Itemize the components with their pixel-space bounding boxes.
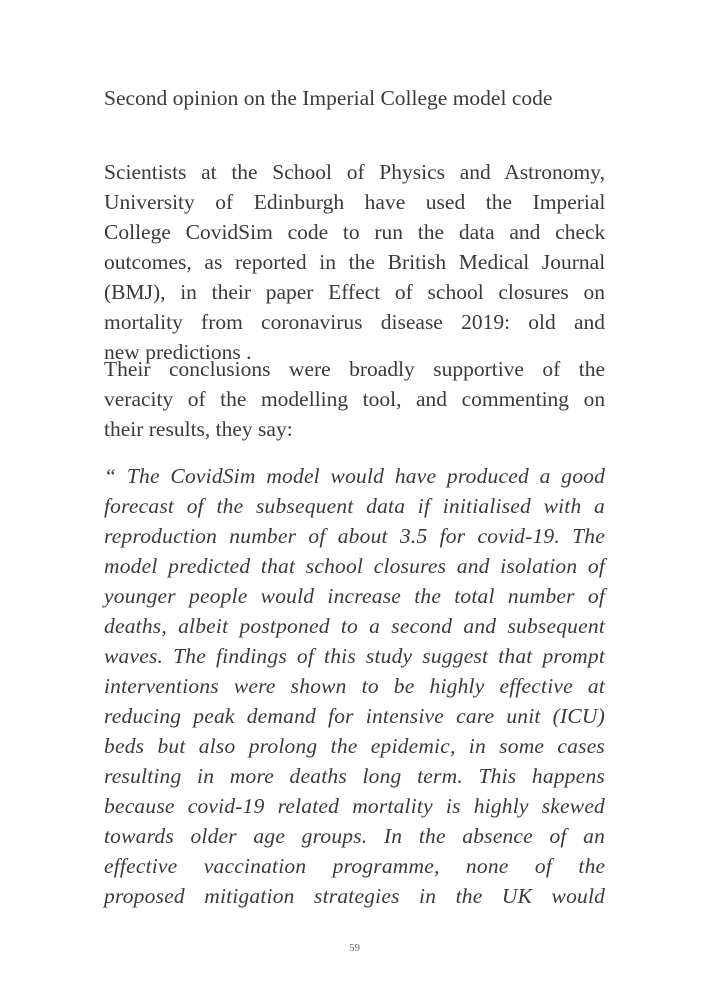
quote-line: resulting in more deaths long term. This happens bbox=[104, 764, 605, 788]
quote-line: waves. The findings of this study suggest that prompt bbox=[104, 644, 605, 668]
quote-line: “ The CovidSim model would have produced a good bbox=[104, 464, 606, 488]
text-line: Their conclusions were broadly supportive of the bbox=[104, 357, 605, 381]
page-number: 59 bbox=[349, 942, 360, 954]
quote-line: beds but also prolong the epidemic, in some cases bbox=[104, 734, 605, 758]
text-line: University of Edinburgh have used the Imperial bbox=[104, 190, 606, 214]
quote-line: younger people would increase the total number of bbox=[104, 584, 605, 608]
quote-line: forecast of the subsequent data if initialised with a bbox=[104, 494, 605, 518]
paragraph-conclusions bbox=[104, 354, 605, 444]
section-heading: Second opinion on the Imperial College model code bbox=[104, 86, 553, 110]
quote-line: proposed mitigation strategies in the UK would bbox=[104, 884, 606, 908]
quote-line: interventions were shown to be highly effective at bbox=[104, 674, 605, 698]
quote-line: because covid-19 related mortality is highly skewed bbox=[104, 794, 606, 818]
block-quote bbox=[104, 461, 605, 911]
text-line: College CovidSim code to run the data and check bbox=[104, 220, 606, 244]
quote-line: towards older age groups. In the absence of an bbox=[104, 824, 606, 848]
quote-line: deaths, albeit postponed to a second and subsequent bbox=[104, 614, 605, 638]
quote-line: reducing peak demand for intensive care unit (ICU) bbox=[104, 704, 605, 728]
text-line: veracity of the modelling tool, and commenting on bbox=[104, 387, 606, 411]
quote-line: model predicted that school closures and isolation of bbox=[104, 554, 605, 578]
text-line: Scientists at the School of Physics and Astronomy, bbox=[104, 160, 605, 184]
quote-line: reproduction number of about 3.5 for covid-19. The bbox=[104, 524, 605, 548]
text-line: outcomes, as reported in the British Medical Journal bbox=[104, 250, 606, 274]
text-line: their results, they say: bbox=[104, 417, 293, 441]
paragraph-edinburgh-study bbox=[104, 157, 605, 367]
text-line: new predictions . bbox=[104, 340, 252, 364]
text-line: mortality from coronavirus disease 2019: old and bbox=[104, 310, 605, 334]
quote-line: effective vaccination programme, none of the bbox=[104, 854, 606, 878]
text-line: (BMJ), in their paper Effect of school closures on bbox=[104, 280, 605, 304]
